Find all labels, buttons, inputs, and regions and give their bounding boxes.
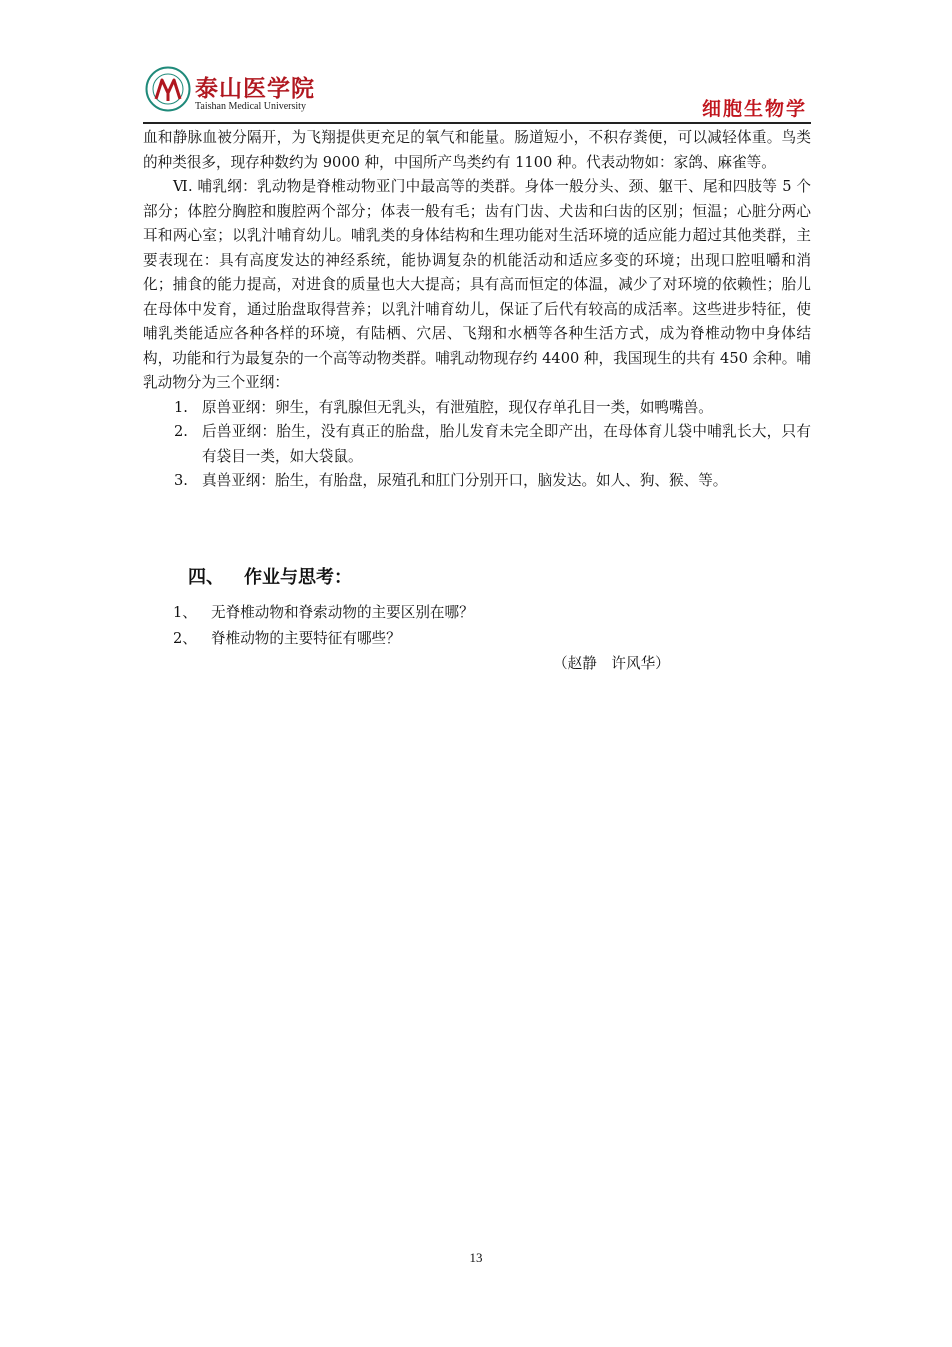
question-item: 1、 无脊椎动物和脊索动物的主要区别在哪？ [173,604,474,621]
main-content [143,126,811,494]
university-name-en: Taishan Medical University [195,101,306,112]
university-name-cn: 泰山医学院 [195,75,315,102]
university-logo-icon [145,66,191,112]
section-number: 四、 [188,567,224,588]
list-item: 2. 后兽亚纲：胎生，没有真正的胎盘，胎儿发育未完全即产出，在母体育儿袋中哺乳长大，只有有袋目一类，如大袋鼠。 [174,423,811,465]
paragraph-birds: 血和静脉血被分隔开，为飞翔提供更充足的氧气和能量。肠道短小，不积存粪便，可以减轻体重。鸟类的种类很多，现存种数约为 9000 种，中国所产鸟类约有 1100 种。代表动物如：家鸽、麻雀等。 [143,129,811,171]
subclass-list [143,396,811,494]
section-title: 作业与思考： [244,567,352,588]
paragraph-mammals: Ⅵ. 哺乳纲：乳动物是脊椎动物亚门中最高等的类群。身体一般分头、颈、躯干、尾和四肢等 5 个部分；体腔分胸腔和腹腔两个部分；体表一般有毛；齿有门齿、犬齿和臼齿的区别；恒温；心脏分两心耳和两心室；以乳汁哺育幼儿。哺乳类的身体结构和生理功能对生活环境的适应能力超过其他类群，主要表现在：具有高度发达的神经系统，能协调复杂的机能活动和适应多变的环境；出现口腔咀嚼和消化；捕食的能力提高，对进食的质量也大大提高；具有高而恒定的体温，减少了对环境的依赖性；胎儿在母体中发育，通过胎盘取得营养；以乳汁哺育幼儿，保证了后代有较高的成活率。这些进步特征，使哺乳类能适应各种各样的环境，有陆栖、穴居、飞翔和水栖等各种生活方式，成为脊椎动物中身体结构，功能和行为最复杂的一个高等动物类群。哺乳动物现存约 4400 种，我国现生的共有 450 余种。哺乳动物分为三个亚纲： [143,178,811,391]
course-title: 细胞生物学 [701,98,807,120]
header-divider [143,122,811,124]
author-credit: （赵静 许风华） [553,655,670,672]
page-header [143,64,811,124]
list-item: 1. 原兽亚纲：卵生，有乳腺但无乳头，有泄殖腔，现仅存单孔目一类，如鸭嘴兽。 [174,398,713,416]
page-number: 13 [469,1250,483,1265]
list-item: 3. 真兽亚纲：胎生，有胎盘，尿殖孔和肛门分别开口，脑发达。如人、狗、猴、等。 [174,472,728,489]
section-heading [188,563,352,589]
question-item: 2、 脊椎动物的主要特征有哪些？ [173,630,401,647]
